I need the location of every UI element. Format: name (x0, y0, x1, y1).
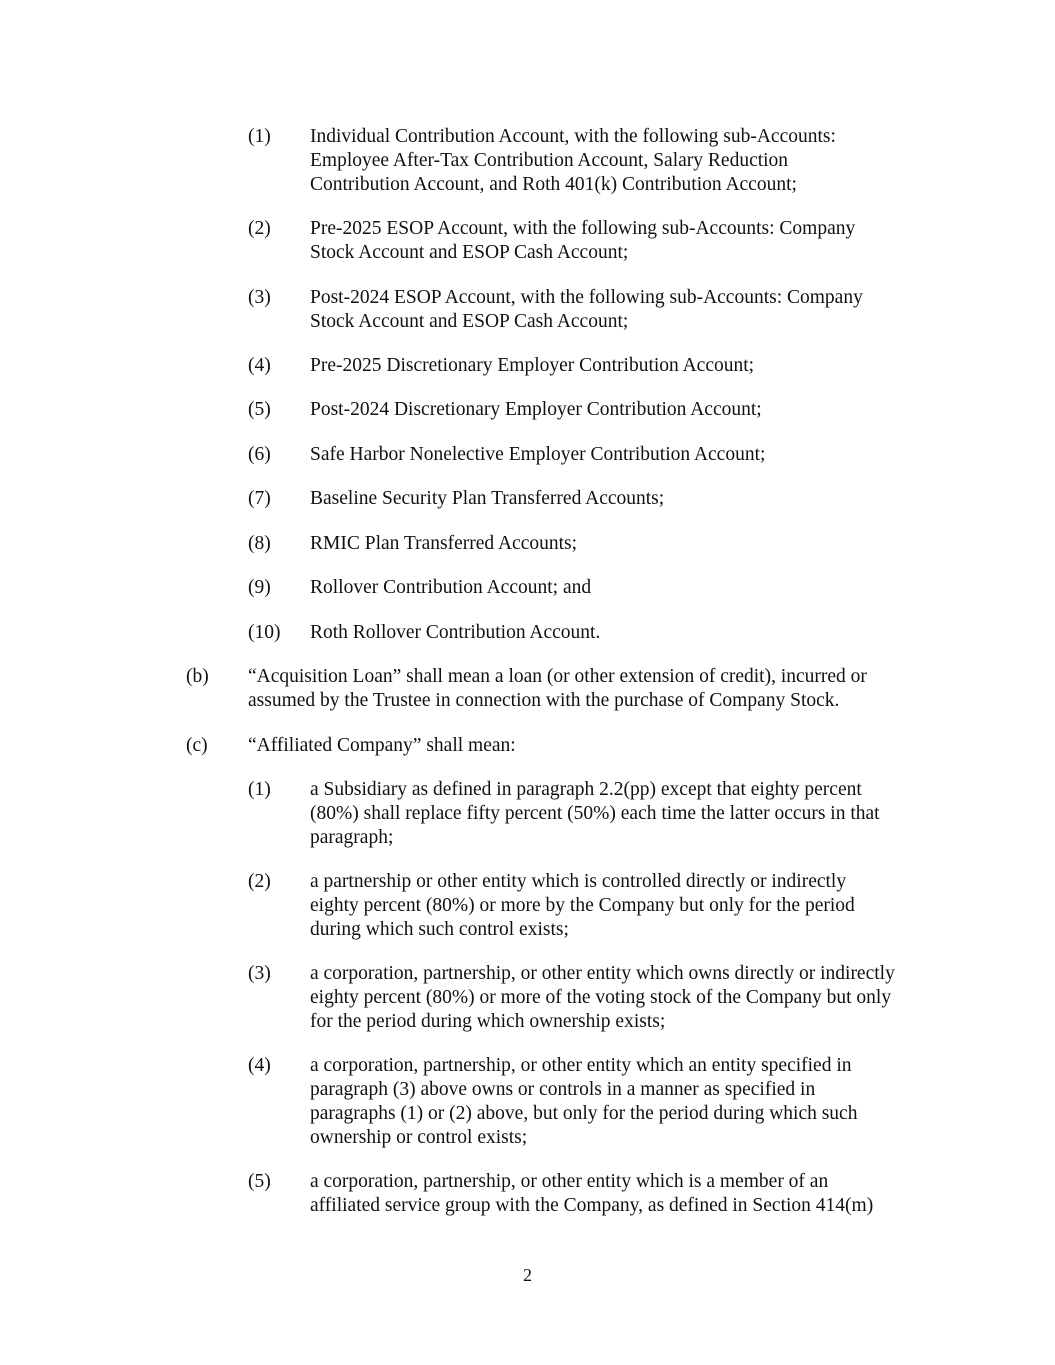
item-text: Individual Contribution Account, with the following sub-Accounts: Employee After-Tax Contribution Account, Salary Reduction Contribution Account, and Roth 401(k) Contribution Account; (310, 126, 836, 195)
item-letter: (b) (186, 666, 209, 687)
page-number: 2 (523, 1265, 532, 1285)
item-text: a Subsidiary as defined in paragraph 2.2(pp) except that eighty percent (80%) shall replace fifty percent (50%) each time the latter occurs in that paragraph; (310, 779, 880, 848)
item-number: (9) (248, 577, 271, 598)
item-number: (1) (248, 126, 271, 147)
item-text: a corporation, partnership, or other entity which an entity specified in paragraph (3) above owns or controls in a manner as specified in paragraphs (1) or (2) above, but only for the period during which such ownership or control exists; (310, 1055, 858, 1148)
item-text: a corporation, partnership, or other entity which owns directly or indirectly eighty percent (80%) or more of the voting stock of the Company but only for the period during which ownership exists; (310, 963, 895, 1032)
item-number: (7) (248, 488, 271, 509)
item-text: Pre-2025 Discretionary Employer Contribution Account; (310, 355, 755, 376)
item-text: a partnership or other entity which is controlled directly or indirectly eighty percent (80%) or more by the Company but only for the period during which such control exists; (310, 871, 855, 940)
item-text: Roth Rollover Contribution Account. (310, 622, 601, 643)
item-number: (4) (248, 1055, 271, 1076)
item-number: (8) (248, 533, 271, 554)
item-text: a corporation, partnership, or other entity which is a member of an affiliated service group with the Company, as defined in Section 414(m) (310, 1171, 874, 1216)
item-text: Rollover Contribution Account; and (310, 577, 592, 598)
item-number: (5) (248, 399, 271, 420)
item-text: Baseline Security Plan Transferred Accounts; (310, 488, 665, 509)
item-text: Post-2024 ESOP Account, with the following sub-Accounts: Company Stock Account and ESOP Cash Account; (310, 287, 863, 332)
item-text: Post-2024 Discretionary Employer Contribution Account; (310, 399, 762, 420)
item-number: (5) (248, 1171, 271, 1192)
item-text: Safe Harbor Nonelective Employer Contribution Account; (310, 444, 766, 465)
item-number: (2) (248, 218, 271, 239)
item-text: “Acquisition Loan” shall mean a loan (or other extension of credit), incurred or assumed by the Trustee in connection with the purchase of Company Stock. (248, 666, 867, 711)
item-number: (6) (248, 444, 271, 465)
item-number: (10) (248, 622, 281, 643)
item-letter: (c) (186, 735, 208, 756)
item-number: (3) (248, 963, 271, 984)
item-number: (1) (248, 779, 271, 800)
item-number: (4) (248, 355, 271, 376)
item-text: “Affiliated Company” shall mean: (248, 735, 516, 756)
item-text: Pre-2025 ESOP Account, with the following sub-Accounts: Company Stock Account and ESOP Cash Account; (310, 218, 856, 263)
item-number: (3) (248, 287, 271, 308)
item-text: RMIC Plan Transferred Accounts; (310, 533, 578, 554)
item-number: (2) (248, 871, 271, 892)
